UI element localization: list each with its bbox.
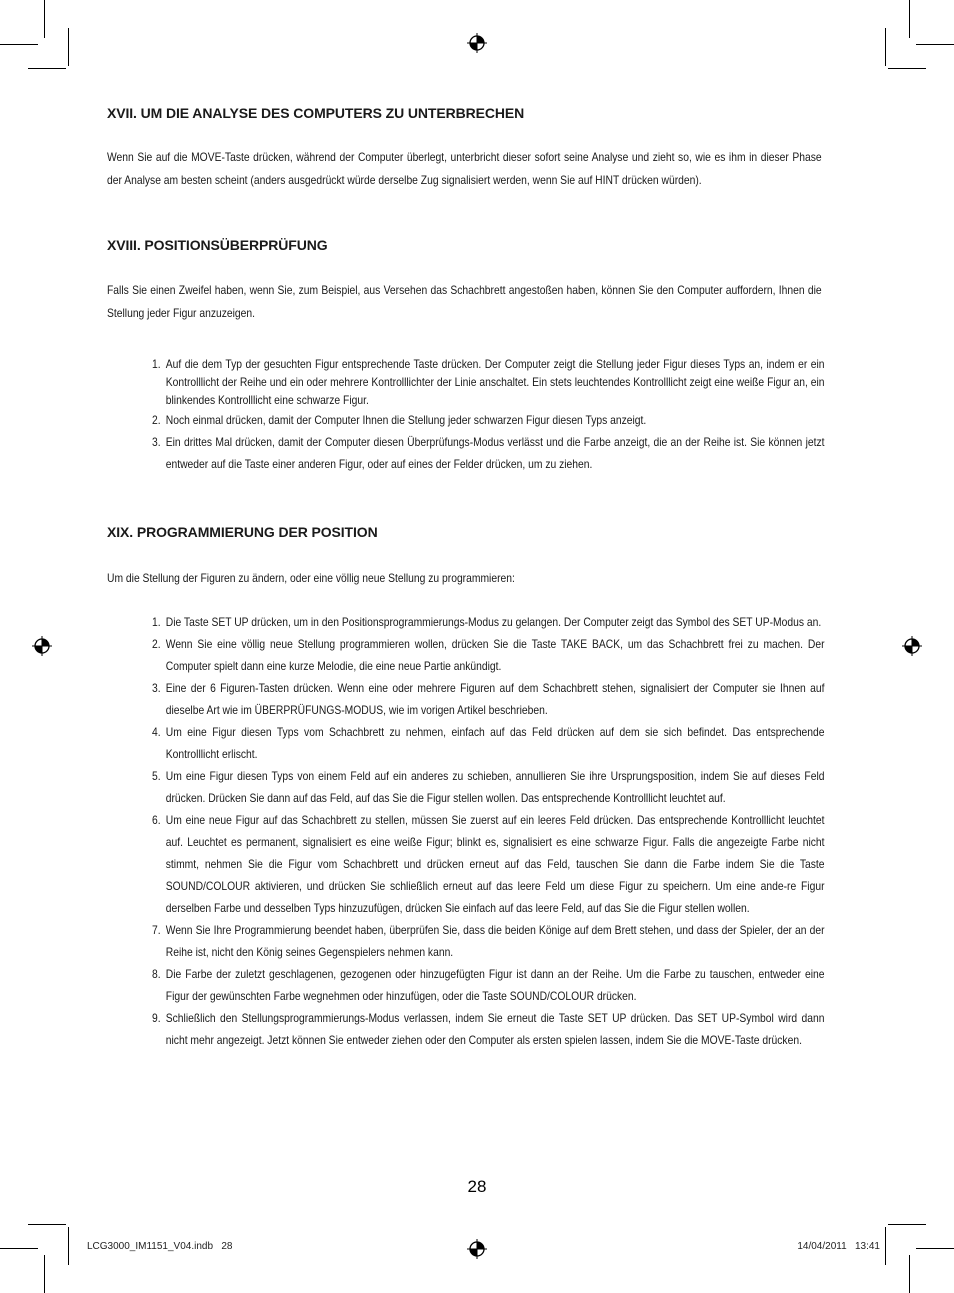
crop-mark — [909, 1255, 910, 1293]
footer-date-slug: 14/04/2011 13:41 — [797, 1241, 880, 1252]
list-item-number: 1. — [152, 357, 161, 371]
list-item — [152, 431, 825, 475]
list-item-number: 8. — [152, 967, 161, 981]
list-item-number: 3. — [152, 681, 161, 695]
list-item — [152, 677, 825, 721]
footer-file-slug: LCG3000_IM1151_V04.indb 28 — [87, 1241, 233, 1252]
list-item-text: Schließlich den Stellungsprogrammierungs-Modus verlassen, indem Sie erneut die Taste SET UP drücken. Das SET UP-Symbol wird dann nicht mehr angezeigt. Jetzt können Sie entweder ziehen oder den Computer als ersten spielen lassen, indem Sie die MOVE-Taste drücken. — [165, 1011, 825, 1047]
list-item — [152, 765, 825, 809]
crop-mark — [885, 1227, 886, 1265]
list-item — [152, 409, 825, 431]
list-item-number: 9. — [152, 1011, 161, 1025]
list-item — [152, 1007, 825, 1051]
list-item-text: Wenn Sie eine völlig neue Stellung programmieren wollen, drücken Sie die Taste TAKE BACK, um das Schachbrett frei zu machen. Der Computer spielt dann eine kurze Melodie, die eine neue Partie ankündigt. — [165, 637, 825, 673]
list-item — [152, 721, 825, 765]
section-intro-xix: Um die Stellung der Figuren zu ändern, oder eine völlig neue Stellung zu programmieren: — [107, 571, 515, 585]
crop-mark — [28, 1224, 66, 1225]
section-intro-xviii: Falls Sie einen Zweifel haben, wenn Sie, zum Beispiel, aus Versehen das Schachbrett angestoßen haben, können Sie den Computer auffordern, Ihnen die Stellung jeder Figur anzuzeigen. — [107, 283, 822, 320]
list-item — [152, 355, 825, 409]
crop-mark — [44, 0, 45, 38]
list-item-text: Noch einmal drücken, damit der Computer Ihnen die Stellung jeder schwarzen Figur diesen Typs anzeigt. — [165, 413, 647, 427]
crop-mark — [916, 1248, 954, 1249]
list-item — [152, 633, 825, 677]
list-item-text: Die Farbe der zuletzt geschlagenen, gezogenen oder hinzugefügten Figur ist dann an der Reihe. Um die Farbe zu tauschen, entweder eine Figur der gewünschten Farbe wegnehmen oder hinzufügen, oder die Taste SOUND/COLOUR drücken. — [165, 967, 825, 1003]
crop-mark — [888, 1224, 926, 1225]
list-item-text: Um eine neue Figur auf das Schachbrett zu stellen, müssen Sie zuerst auf ein leeres Feld drücken. Das entsprechende Kontrolllicht leuchtet auf. Leuchtet es permanent, signalisiert es eine weiße Figur; blinkt es, signalisiert es eine schwarze Figur. Falls die angezeigte Farbe nicht stimmt, nehmen Sie die Figur vom Schachbrett und drücken erneut auf das Feld, tauschen Sie dann die Farbe indem Sie die Taste SOUND/COLOUR aktivieren, und drücken Sie schließlich erneut auf das leere Feld um diese Figur zu speichern. Um eine ande-re Figur derselben Farbe und desselben Typs hinzuzufügen, drücken Sie einfach auf das leere Feld, auf das Sie die Figur stellen wollen. — [165, 813, 825, 915]
list-item-text: Um eine Figur diesen Typs von einem Feld auf ein anderes zu schieben, annullieren Sie ihre Ursprungsposition, indem Sie auf dieses Feld drücken. Drücken Sie dann auf das Feld, auf das Sie die Figur stellen wollen. Das entsprechende Kontrolllicht leuchtet auf. — [165, 769, 825, 805]
crop-mark — [44, 1255, 45, 1293]
list-item-number: 6. — [152, 813, 161, 827]
crop-mark — [916, 44, 954, 45]
list-item-text: Ein drittes Mal drücken, damit der Computer diesen Überprüfungs-Modus verlässt und die Farbe anzeigt, die an der Reihe ist. Sie können jetzt entweder auf die Taste einer anderen Figur, oder auf eines der Felder drücken, um zu ziehen. — [165, 435, 825, 471]
list-item-number: 4. — [152, 725, 161, 739]
crop-mark — [888, 68, 926, 69]
list-item-text: Eine der 6 Figuren-Tasten drücken. Wenn eine oder mehrere Figuren auf dem Schachbrett stehen, signalisiert der Computer sie Ihnen auf dieselbe Art wie im ÜBERPRÜFUNGS-MODUS, wie im vorigen Artikel beschrieben. — [165, 681, 825, 717]
list-item — [152, 809, 825, 919]
registration-crosshair-icon — [467, 33, 487, 53]
crop-mark — [68, 28, 69, 66]
list-item-text: Auf die dem Typ der gesuchten Figur entsprechende Taste drücken. Der Computer zeigt die Stellung jeder Figur dieses Typs an, indem er ein Kontrolllicht der Reihe und ein oder mehrere Kontrolllichter der Linie anschaltet. Ein stets leuchtendes Kontrolllicht zeigt eine weiße Figur an, ein blinkendes Kontrolllicht eine schwarze Figur. — [165, 357, 825, 407]
section-heading-xvii: XVII. UM DIE ANALYSE DES COMPUTERS ZU UNTERBRECHEN — [107, 105, 525, 121]
list-item-number: 3. — [152, 435, 161, 449]
checking-steps-list — [152, 355, 934, 475]
list-item — [152, 919, 825, 963]
crop-mark — [68, 1227, 69, 1265]
section-intro-xvii: Wenn Sie auf die MOVE-Taste drücken, während der Computer überlegt, unterbricht dieser sofort seine Analyse und zieht so, wie es ihm in dieser Phase der Analyse am besten scheint (anders ausgedrückt würde derselbe Zug signalisiert werden, wenn Sie auf HINT drücken würden). — [107, 150, 822, 187]
section-heading-xix: XIX. PROGRAMMIERUNG DER POSITION — [107, 524, 378, 540]
setup-steps-list — [152, 611, 934, 1051]
section-heading-xviii: XVIII. POSITIONSÜBERPRÜFUNG — [107, 237, 328, 253]
list-item — [152, 963, 825, 1007]
registration-crosshair-icon — [32, 636, 52, 656]
list-item-text: Wenn Sie Ihre Programmierung beendet haben, überprüfen Sie, dass die beiden Könige auf dem Brett stehen, und dass der Spieler, der an der Reihe ist, nicht den König seines Gegenspielers nehmen kann. — [165, 923, 825, 959]
registration-crosshair-icon — [467, 1239, 487, 1259]
crop-mark — [909, 0, 910, 38]
crop-mark — [0, 44, 38, 45]
page-number: 28 — [467, 1177, 487, 1196]
list-item-number: 2. — [152, 637, 161, 651]
crop-mark — [885, 28, 886, 66]
list-item-number: 2. — [152, 413, 161, 427]
list-item — [152, 611, 825, 633]
list-item-number: 5. — [152, 769, 161, 783]
list-item-text: Um eine Figur diesen Typs vom Schachbrett zu nehmen, einfach auf das Feld drücken auf dem sie sich befindet. Das entsprechende Kontrolllicht erlischt. — [165, 725, 825, 761]
list-item-number: 7. — [152, 923, 161, 937]
list-item-number: 1. — [152, 615, 161, 629]
crop-mark — [0, 1248, 38, 1249]
crop-mark — [28, 68, 66, 69]
list-item-text: Die Taste SET UP drücken, um in den Positionsprogrammierungs-Modus zu gelangen. Der Computer zeigt das Symbol des SET UP-Modus an. — [165, 615, 822, 629]
